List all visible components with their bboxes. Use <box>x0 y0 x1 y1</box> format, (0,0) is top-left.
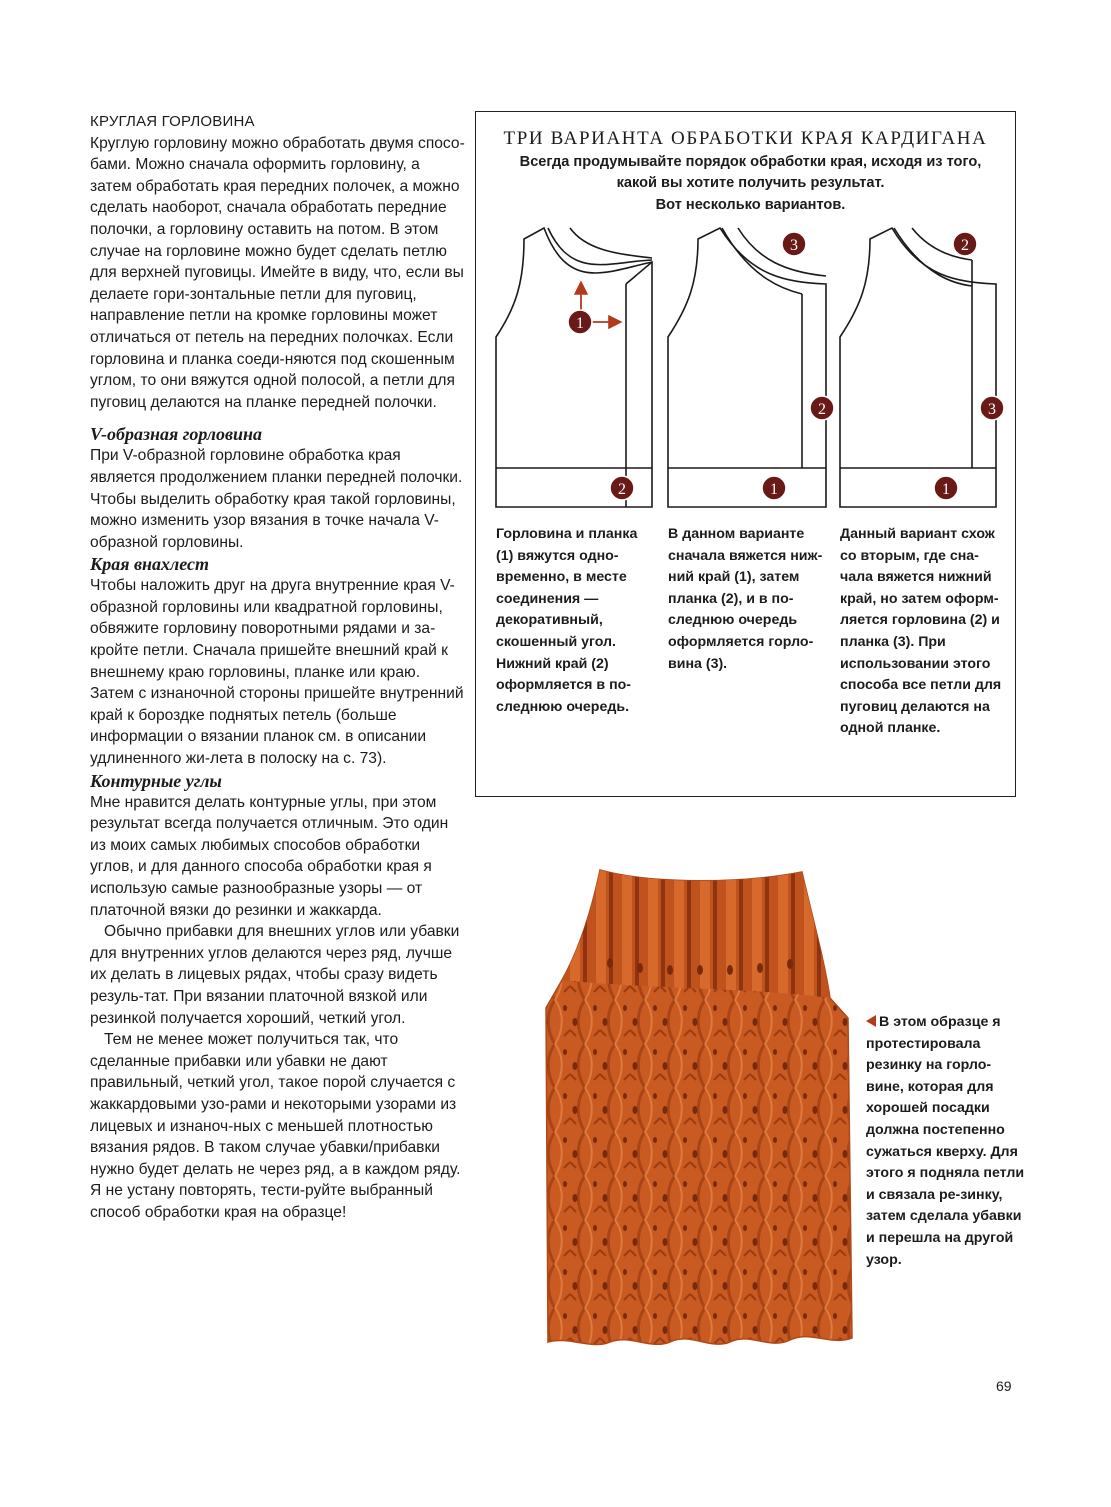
paragraph-round-neck: Круглую горловину можно обработать двумя спосо-бами. Можно сначала оформить горловину, а затем обработать края передних полочек, а можно сделать наоборот, сначала обработать передние полочки, а горловину оставить на потом. В этом случае на горловине можно будет сделать петлю для верхней пуговицы. Имейте в виду, что, если вы делаете гори-зонтальные петли для пуговиц, направление петли на кромке горловины может отличаться от петель на передних полочках. Если горловина и планка соеди-няются под скошенным углом, то они вяжутся одной полосой, а петли для пуговиц делаются на планке передней полочки. <box>90 134 465 411</box>
diagram-1 <box>496 228 652 507</box>
paragraph-v-neck: При V-образной горловине обработка края является продолжением планки передней полочки. Чтобы выделить обработку края такой горловины, можно изменить узор вязания в точке начала V-образной горловины. <box>90 447 463 551</box>
knit-swatch-photo <box>540 868 856 1355</box>
heading-corners: Контурные углы <box>90 770 222 791</box>
paragraph-corners-3: Тем не менее может получиться так, что сделанные прибавки или убавки не дают правильный, четкий угол, такое порой случается с жаккардовыми узо-рами и некоторыми узорами из лицевых и изнаноч-ных с меньшей плотностью вязания рядов. В таком случае убавки/прибавки нужно будет делать не через ряд, а в каждом ряду. Я не устану повторять, тести-руйте выбранный способ обработки края на образце! <box>90 1031 461 1221</box>
photo-caption-text: В этом образце я протестировала резинку на горло-вине, которая для хорошей посадки должна постепенно сужаться кверху. Для этого я подняла петли и связала ре-зинку, затем сделала убавки и перешла на другой узор. <box>866 1014 1025 1268</box>
box-subtitle-line-1: Всегда продумывайте порядок обработки края, исходя из того, <box>519 154 982 170</box>
diagram-3 <box>840 228 996 507</box>
badge-d2-band-label: 2 <box>818 401 826 418</box>
badge-d3-bottom-label: 1 <box>942 481 950 498</box>
badge-d3-band-label: 3 <box>988 401 996 418</box>
arrow-left-icon <box>866 1015 876 1027</box>
diagram-2 <box>668 228 826 507</box>
heading-round-neck: КРУГЛАЯ ГОРЛОВИНА <box>90 113 255 130</box>
badge-d1-front-label: 1 <box>576 315 584 332</box>
paragraph-overlap: Чтобы наложить друг на друга внутренние края V-образной горловины или квадратной горловины, обвяжите горловину поворотными рядами и за-кройте петли. Сначала пришейте внешний край к внешнему краю горловины, планке или краю. Затем с изнаночной стороны пришейте внутренний край к бороздке поднятых петель (больше информации о вязании планок см. в описании удлиненного жи-лета в полоску на с. 73). <box>90 577 464 768</box>
cardigan-diagrams <box>476 112 1017 522</box>
knit-swatch-image <box>540 868 856 1350</box>
box-subtitle-line-2: какой вы хотите получить результат. <box>616 175 885 192</box>
box-title: ТРИ ВАРИАНТА ОБРАБОТКИ КРАЯ КАРДИГАНА <box>503 128 988 149</box>
paragraph-corners-2: Обычно прибавки для внешних углов или убавки для внутренних углов делаются через ряд, лучше их делать в лицевых рядах, чтобы сразу видеть резуль-тат. При вязании платочной вязкой или резинкой получается хороший, четкий угол. <box>90 923 460 1027</box>
heading-overlap: Края внахлест <box>90 554 209 575</box>
badge-d2-bottom-label: 1 <box>770 481 778 498</box>
left-column <box>90 111 466 1224</box>
caption-variant-2: В данном варианте сначала вяжется ниж-ний край (1), затем планка (2), и в по-следнюю очередь оформляется горло-вина (3). <box>668 526 823 672</box>
box-subtitle-line-3: Вот несколько вариантов. <box>655 196 846 213</box>
page-number: 69 <box>996 1378 1012 1394</box>
badge-d1-bottom-label: 2 <box>618 481 626 498</box>
caption-variant-1: Горловина и планка (1) вяжутся одно-временно, в месте соединения — декоративный, скошенный угол. Нижний край (2) оформляется в по-следнюю очередь. <box>496 526 638 715</box>
paragraph-corners-1: Мне нравится делать контурные углы, при этом результат всегда получается отличным. Это один из моих самых любимых способов обработки углов, и для данного способа обработки края я использую самые разнообразные узоры — от платочной вязки до резинки и жаккарда. <box>90 793 449 919</box>
heading-v-neck: V-образная горловина <box>90 424 263 445</box>
three-variants-box <box>475 111 1016 797</box>
badge-d3-neck-label: 2 <box>961 237 969 254</box>
photo-caption <box>866 1012 1026 1271</box>
caption-variant-3: Данный вариант схож со вторым, где сна-чала вяжется нижний край, но затем оформ-ляется горловина (2) и планка (3). При использовании этого способа все петли для пуговиц делаются на одной планке. <box>840 526 1002 737</box>
badge-d2-neck-label: 3 <box>790 237 798 254</box>
